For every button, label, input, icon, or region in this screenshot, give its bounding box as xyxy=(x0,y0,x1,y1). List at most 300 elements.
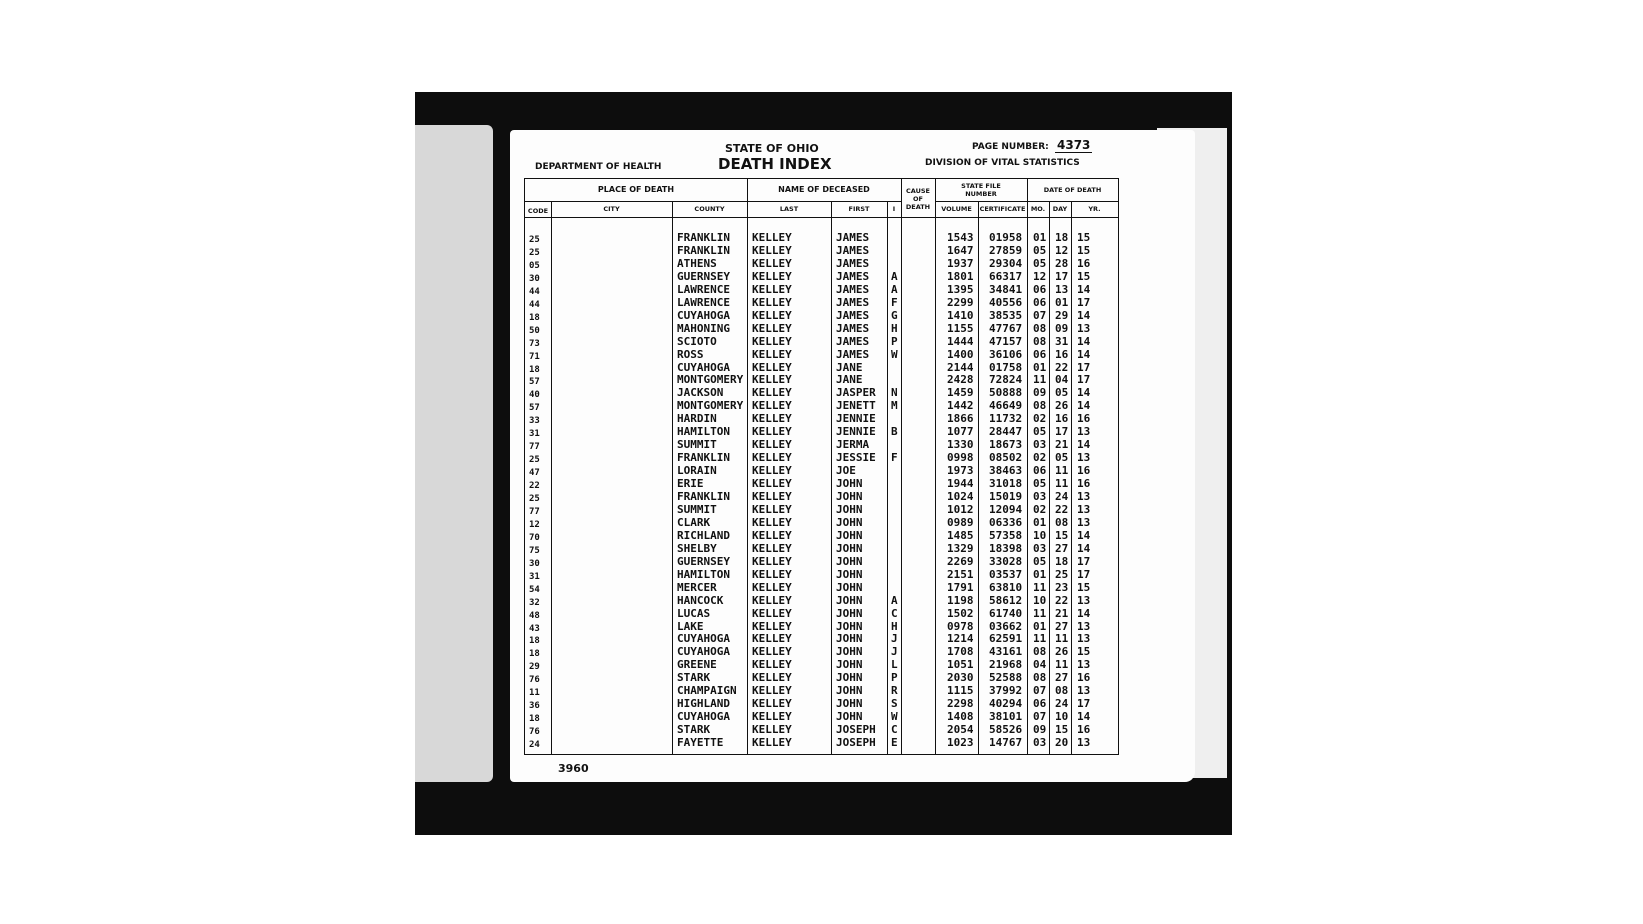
cell-last: KELLEY xyxy=(752,723,792,737)
cell-yr: 15 xyxy=(1077,645,1091,659)
cell-last: KELLEY xyxy=(752,321,792,335)
cell-code: 76 xyxy=(529,675,540,686)
cell-day: 18 xyxy=(1055,554,1069,568)
cell-first: JOHN xyxy=(836,710,863,724)
cell-mo: 11 xyxy=(1033,632,1047,646)
table-row xyxy=(525,632,1118,645)
cell-county: MONTGOMERY xyxy=(677,399,744,413)
cell-cert: 40294 xyxy=(989,697,1023,711)
cell-last: KELLEY xyxy=(752,606,792,620)
cell-day: 09 xyxy=(1055,321,1069,335)
cell-yr: 14 xyxy=(1077,399,1091,413)
cell-cert: 15019 xyxy=(989,490,1023,503)
cell-day: 08 xyxy=(1055,684,1069,698)
first-header: FIRST xyxy=(848,205,870,213)
cell-yr: 13 xyxy=(1077,684,1091,698)
cell-cert: 06336 xyxy=(989,515,1023,529)
cell-first: JAMES xyxy=(836,321,870,335)
cell-cert: 08502 xyxy=(989,451,1023,465)
cell-init: P xyxy=(891,334,898,348)
cell-last: KELLEY xyxy=(752,464,792,478)
cell-first: JOHN xyxy=(836,697,863,711)
cell-yr: 16 xyxy=(1077,723,1091,737)
cell-yr: 17 xyxy=(1077,373,1091,387)
cell-yr: 14 xyxy=(1077,606,1091,620)
cell-first: JOHN xyxy=(836,477,863,491)
cell-volume: 1791 xyxy=(947,580,974,594)
cell-county: MAHONING xyxy=(677,321,730,335)
volume-header: VOLUME xyxy=(941,205,972,213)
cell-volume: 1442 xyxy=(947,399,974,413)
cell-county: GUERNSEY xyxy=(677,554,730,568)
cell-first: JASPER xyxy=(836,386,876,400)
cell-yr: 14 xyxy=(1077,347,1091,361)
cell-cert: 21968 xyxy=(989,658,1023,672)
cell-mo: 01 xyxy=(1033,360,1047,374)
table-row xyxy=(525,607,1118,620)
cell-mo: 05 xyxy=(1033,425,1047,439)
cell-volume: 0989 xyxy=(947,515,974,529)
cell-day: 27 xyxy=(1055,541,1069,555)
table-row xyxy=(525,710,1118,723)
cell-mo: 04 xyxy=(1033,658,1047,672)
cell-first: JENNIE xyxy=(836,412,876,426)
cell-volume: 1155 xyxy=(947,321,974,335)
cell-first: JOHN xyxy=(836,528,863,542)
cell-code: 57 xyxy=(529,377,540,388)
cell-county: ERIE xyxy=(677,477,704,491)
cell-day: 16 xyxy=(1055,412,1069,426)
cell-county: LAWRENCE xyxy=(677,295,730,309)
cell-county: HANCOCK xyxy=(677,593,724,607)
cell-init: C xyxy=(891,606,898,620)
place-of-death-header: PLACE OF DEATH xyxy=(597,185,675,194)
death-index-table xyxy=(524,178,1119,755)
cell-mo: 11 xyxy=(1033,606,1047,620)
cell-day: 27 xyxy=(1055,671,1069,685)
table-row xyxy=(525,451,1118,464)
cell-cert: 01758 xyxy=(989,360,1023,374)
cell-day: 01 xyxy=(1055,295,1069,309)
cell-mo: 02 xyxy=(1033,451,1047,465)
cell-code: 50 xyxy=(529,325,540,336)
table-row xyxy=(525,568,1118,581)
cell-county: SHELBY xyxy=(677,541,717,555)
cell-init: J xyxy=(891,632,898,646)
cell-mo: 06 xyxy=(1033,347,1047,361)
table-row xyxy=(525,296,1118,309)
cell-yr: 14 xyxy=(1077,308,1091,322)
cell-yr: 13 xyxy=(1077,425,1091,439)
cell-yr: 16 xyxy=(1077,477,1091,491)
cell-yr: 14 xyxy=(1077,438,1091,452)
cell-first: JOHN xyxy=(836,554,863,568)
cell-last: KELLEY xyxy=(752,334,792,348)
cell-volume: 1944 xyxy=(947,477,974,491)
cell-county: RICHLAND xyxy=(677,528,730,542)
cell-day: 22 xyxy=(1055,593,1069,607)
cell-county: ROSS xyxy=(677,347,704,361)
cell-first: JOHN xyxy=(836,593,863,607)
cell-cert: 11732 xyxy=(989,412,1023,426)
cell-code: 76 xyxy=(529,727,540,738)
page-title: DEATH INDEX xyxy=(718,155,832,173)
cell-first: JOHN xyxy=(836,490,863,503)
cell-mo: 06 xyxy=(1033,464,1047,478)
table-row xyxy=(525,516,1118,529)
cell-cert: 12094 xyxy=(989,502,1023,516)
cell-mo: 05 xyxy=(1033,477,1047,491)
cell-volume: 1801 xyxy=(947,269,974,283)
cell-county: FRANKLIN xyxy=(677,451,730,465)
cell-code: 54 xyxy=(529,584,540,595)
cell-mo: 12 xyxy=(1033,269,1047,283)
cell-county: CUYAHOGA xyxy=(677,710,730,724)
certificate-header: CERTIFICATE xyxy=(979,205,1026,213)
cell-cert: 40556 xyxy=(989,295,1023,309)
cell-mo: 02 xyxy=(1033,502,1047,516)
table-row xyxy=(525,386,1118,399)
cell-code: 30 xyxy=(529,558,540,569)
cell-mo: 05 xyxy=(1033,243,1047,257)
cell-init: W xyxy=(891,710,898,724)
cell-volume: 1647 xyxy=(947,243,974,257)
cell-cert: 57358 xyxy=(989,528,1023,542)
cell-init: A xyxy=(891,593,898,607)
cell-volume: 1330 xyxy=(947,438,974,452)
cell-mo: 09 xyxy=(1033,386,1047,400)
state-label: STATE OF OHIO xyxy=(725,142,819,155)
cell-first: JAMES xyxy=(836,269,870,283)
cell-first: JAMES xyxy=(836,295,870,309)
table-row xyxy=(525,412,1118,425)
cell-day: 31 xyxy=(1055,334,1069,348)
cell-volume: 2054 xyxy=(947,723,974,737)
cell-code: 40 xyxy=(529,390,540,401)
cell-day: 24 xyxy=(1055,697,1069,711)
cell-init: H xyxy=(891,321,898,335)
cell-first: JOE xyxy=(836,464,856,478)
month-header: MO. xyxy=(1030,205,1046,213)
cell-last: KELLEY xyxy=(752,580,792,594)
cell-first: JAMES xyxy=(836,308,870,322)
cell-volume: 2299 xyxy=(947,295,974,309)
cell-last: KELLEY xyxy=(752,515,792,529)
cell-first: JOHN xyxy=(836,515,863,529)
cell-last: KELLEY xyxy=(752,658,792,672)
cell-mo: 02 xyxy=(1033,412,1047,426)
cell-first: JAMES xyxy=(836,243,870,257)
table-row xyxy=(525,684,1118,697)
cell-first: JANE xyxy=(836,360,863,374)
cell-day: 08 xyxy=(1055,515,1069,529)
cell-volume: 2428 xyxy=(947,373,974,387)
cell-first: JANE xyxy=(836,373,863,387)
cell-mo: 11 xyxy=(1033,373,1047,387)
cell-init: F xyxy=(891,451,898,465)
cell-cert: 01958 xyxy=(989,231,1023,244)
cell-cert: 31018 xyxy=(989,477,1023,491)
table-row xyxy=(525,594,1118,607)
cell-code: 33 xyxy=(529,416,540,427)
table-row xyxy=(525,723,1118,736)
cell-mo: 10 xyxy=(1033,528,1047,542)
cell-code: 36 xyxy=(529,701,540,712)
cell-first: JENETT xyxy=(836,399,876,413)
cell-yr: 17 xyxy=(1077,697,1091,711)
cell-code: 18 xyxy=(529,364,540,375)
cell-code: 25 xyxy=(529,494,540,504)
cell-init: P xyxy=(891,671,898,685)
cell-first: JERMA xyxy=(836,438,870,452)
cell-day: 10 xyxy=(1055,710,1069,724)
cell-first: JESSIE xyxy=(836,451,876,465)
cell-day: 11 xyxy=(1055,477,1069,491)
cell-cert: 47767 xyxy=(989,321,1023,335)
cell-volume: 2151 xyxy=(947,567,974,581)
cell-init: E xyxy=(891,736,898,750)
cell-cert: 34841 xyxy=(989,282,1023,296)
index-page xyxy=(510,130,1195,782)
table-row xyxy=(525,270,1118,283)
cell-cert: 28447 xyxy=(989,425,1023,439)
cell-code: 30 xyxy=(529,273,540,284)
cell-day: 17 xyxy=(1055,425,1069,439)
cell-day: 11 xyxy=(1055,464,1069,478)
cell-volume: 1410 xyxy=(947,308,974,322)
cell-last: KELLEY xyxy=(752,386,792,400)
cell-cert: 47157 xyxy=(989,334,1023,348)
cell-mo: 08 xyxy=(1033,671,1047,685)
cell-yr: 13 xyxy=(1077,321,1091,335)
initial-header: I xyxy=(892,205,896,213)
cell-yr: 13 xyxy=(1077,451,1091,465)
cell-county: FRANKLIN xyxy=(677,231,730,244)
table-row xyxy=(525,581,1118,594)
cell-cert: 58612 xyxy=(989,593,1023,607)
cell-cert: 63810 xyxy=(989,580,1023,594)
cell-first: JOHN xyxy=(836,684,863,698)
cell-last: KELLEY xyxy=(752,360,792,374)
cell-first: JOHN xyxy=(836,658,863,672)
cell-cert: 38535 xyxy=(989,308,1023,322)
cell-last: KELLEY xyxy=(752,554,792,568)
cell-first: JOSEPH xyxy=(836,736,876,750)
cell-cert: 37992 xyxy=(989,684,1023,698)
cell-code: 57 xyxy=(529,403,540,414)
cell-county: LAKE xyxy=(677,619,704,633)
cell-volume: 2269 xyxy=(947,554,974,568)
cell-first: JOHN xyxy=(836,567,863,581)
day-header: DAY xyxy=(1052,205,1068,213)
cell-init: B xyxy=(891,425,898,439)
cell-init: J xyxy=(891,645,898,659)
cell-code: 70 xyxy=(529,532,540,543)
cell-volume: 1329 xyxy=(947,541,974,555)
cell-first: JOHN xyxy=(836,671,863,685)
cell-last: KELLEY xyxy=(752,347,792,361)
cell-first: JAMES xyxy=(836,334,870,348)
cell-cert: 58526 xyxy=(989,723,1023,737)
cell-cert: 43161 xyxy=(989,645,1023,659)
cell-day: 26 xyxy=(1055,399,1069,413)
cell-last: KELLEY xyxy=(752,243,792,257)
table-row xyxy=(525,309,1118,322)
cell-day: 26 xyxy=(1055,645,1069,659)
table-row xyxy=(525,477,1118,490)
cell-code: 18 xyxy=(529,714,540,725)
cell-mo: 08 xyxy=(1033,399,1047,413)
cell-mo: 03 xyxy=(1033,541,1047,555)
cause-of-death-header: CAUSE OF DEATH xyxy=(905,187,931,211)
cell-mo: 03 xyxy=(1033,490,1047,503)
cell-last: KELLEY xyxy=(752,412,792,426)
cell-yr: 15 xyxy=(1077,231,1091,244)
cell-yr: 14 xyxy=(1077,334,1091,348)
cell-mo: 01 xyxy=(1033,567,1047,581)
cell-county: SUMMIT xyxy=(677,502,717,516)
cell-first: JAMES xyxy=(836,256,870,270)
cell-cert: 52588 xyxy=(989,671,1023,685)
cell-day: 21 xyxy=(1055,606,1069,620)
cell-last: KELLEY xyxy=(752,528,792,542)
cell-volume: 1937 xyxy=(947,256,974,270)
page-number: 4373 xyxy=(1057,138,1091,152)
cell-mo: 08 xyxy=(1033,334,1047,348)
cell-first: JOHN xyxy=(836,541,863,555)
cell-init: A xyxy=(891,269,898,283)
cell-mo: 01 xyxy=(1033,515,1047,529)
cell-first: JAMES xyxy=(836,347,870,361)
cell-last: KELLEY xyxy=(752,645,792,659)
cell-code: 77 xyxy=(529,506,540,517)
cell-yr: 13 xyxy=(1077,736,1091,750)
city-header: CITY xyxy=(603,205,620,213)
cell-day: 15 xyxy=(1055,528,1069,542)
cell-first: JOHN xyxy=(836,619,863,633)
cell-last: KELLEY xyxy=(752,425,792,439)
cell-day: 22 xyxy=(1055,502,1069,516)
cell-init: W xyxy=(891,347,898,361)
cell-county: LAWRENCE xyxy=(677,282,730,296)
cell-last: KELLEY xyxy=(752,399,792,413)
cell-code: 05 xyxy=(529,260,540,271)
cell-county: CUYAHOGA xyxy=(677,632,730,646)
table-row xyxy=(525,529,1118,542)
last-header: LAST xyxy=(779,205,799,213)
cell-last: KELLEY xyxy=(752,502,792,516)
cell-code: 71 xyxy=(529,351,540,362)
table-row xyxy=(525,645,1118,658)
cell-mo: 06 xyxy=(1033,295,1047,309)
cell-county: JACKSON xyxy=(677,386,724,400)
name-of-deceased-header: NAME OF DECEASED xyxy=(778,185,870,194)
table-row xyxy=(525,438,1118,451)
cell-day: 23 xyxy=(1055,580,1069,594)
cell-init: S xyxy=(891,697,898,711)
code-header: CODE xyxy=(527,207,549,215)
cell-code: 48 xyxy=(529,610,540,621)
cell-day: 25 xyxy=(1055,567,1069,581)
table-row xyxy=(525,490,1118,503)
cell-yr: 17 xyxy=(1077,554,1091,568)
table-row xyxy=(525,671,1118,684)
cell-init: A xyxy=(891,282,898,296)
cell-county: HAMILTON xyxy=(677,567,730,581)
cell-cert: 66317 xyxy=(989,269,1023,283)
cell-county: FAYETTE xyxy=(677,736,724,750)
cell-day: 20 xyxy=(1055,736,1069,750)
cell-volume: 1198 xyxy=(947,593,974,607)
cell-first: JOSEPH xyxy=(836,723,876,737)
sheet-number: 3960 xyxy=(558,762,589,775)
table-row xyxy=(525,399,1118,412)
table-row xyxy=(525,464,1118,477)
cell-yr: 15 xyxy=(1077,269,1091,283)
cell-last: KELLEY xyxy=(752,541,792,555)
cell-yr: 16 xyxy=(1077,256,1091,270)
table-row xyxy=(525,361,1118,374)
cell-cert: 14767 xyxy=(989,736,1023,750)
cell-day: 12 xyxy=(1055,243,1069,257)
cell-day: 28 xyxy=(1055,256,1069,270)
cell-last: KELLEY xyxy=(752,451,792,465)
cell-last: KELLEY xyxy=(752,308,792,322)
cell-yr: 13 xyxy=(1077,593,1091,607)
table-row xyxy=(525,542,1118,555)
cell-day: 04 xyxy=(1055,373,1069,387)
cell-county: MERCER xyxy=(677,580,717,594)
cell-volume: 1115 xyxy=(947,684,974,698)
state-file-number-header: STATE FILE NUMBER xyxy=(961,182,1001,198)
cell-last: KELLEY xyxy=(752,477,792,491)
cell-day: 22 xyxy=(1055,360,1069,374)
cell-county: ATHENS xyxy=(677,256,717,270)
cell-volume: 2030 xyxy=(947,671,974,685)
cell-cert: 03662 xyxy=(989,619,1023,633)
cell-volume: 1077 xyxy=(947,425,974,439)
cell-volume: 1459 xyxy=(947,386,974,400)
cell-last: KELLEY xyxy=(752,295,792,309)
table-row xyxy=(525,425,1118,438)
table-row xyxy=(525,620,1118,633)
cell-county: HAMILTON xyxy=(677,425,730,439)
cell-cert: 33028 xyxy=(989,554,1023,568)
cell-yr: 16 xyxy=(1077,464,1091,478)
cell-init: R xyxy=(891,684,898,698)
table-row xyxy=(525,244,1118,257)
cell-volume: 1866 xyxy=(947,412,974,426)
cell-day: 13 xyxy=(1055,282,1069,296)
cell-county: FRANKLIN xyxy=(677,490,730,503)
cell-volume: 1708 xyxy=(947,645,974,659)
cell-mo: 07 xyxy=(1033,710,1047,724)
cell-cert: 72824 xyxy=(989,373,1023,387)
year-header: YR. xyxy=(1088,205,1101,213)
cell-last: KELLEY xyxy=(752,593,792,607)
cell-county: STARK xyxy=(677,671,711,685)
cell-yr: 13 xyxy=(1077,619,1091,633)
cell-volume: 1485 xyxy=(947,528,974,542)
county-header: COUNTY xyxy=(694,205,725,213)
cell-cert: 18673 xyxy=(989,438,1023,452)
cell-volume: 1444 xyxy=(947,334,974,348)
cell-volume: 2298 xyxy=(947,697,974,711)
cell-mo: 11 xyxy=(1033,580,1047,594)
cell-county: CUYAHOGA xyxy=(677,645,730,659)
cell-init: M xyxy=(891,399,898,413)
cell-mo: 07 xyxy=(1033,684,1047,698)
